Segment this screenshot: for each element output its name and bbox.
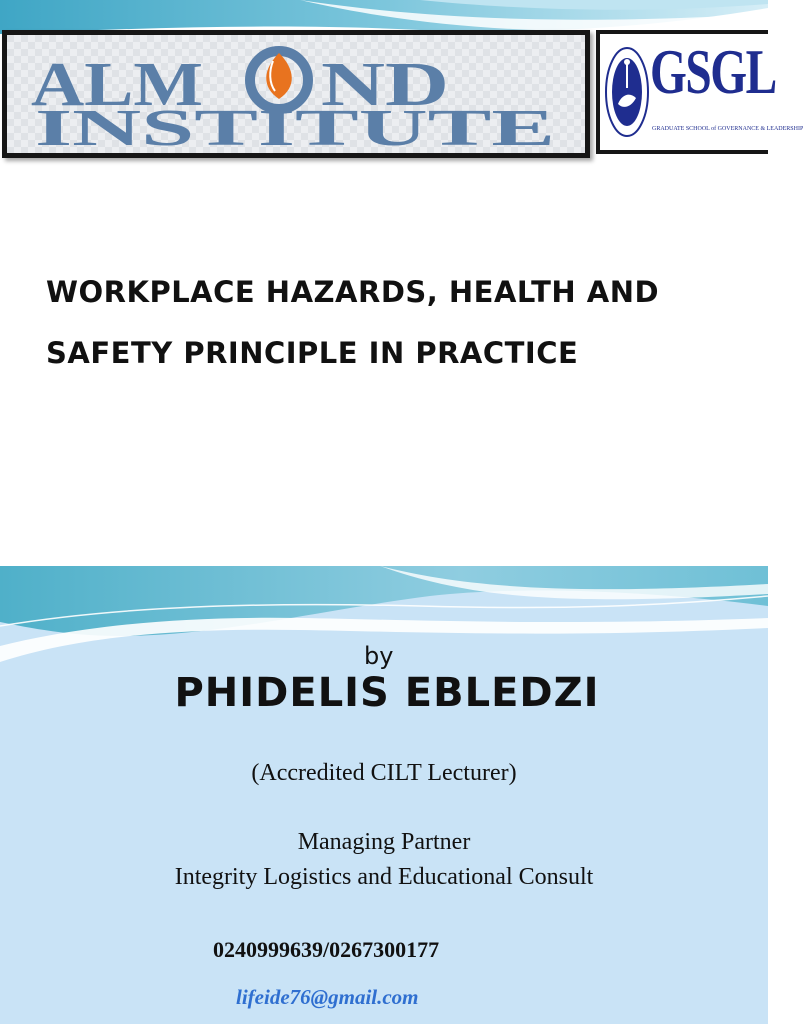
presenter-name: PHIDELIS EBLEDZI [174, 670, 600, 716]
presenter-company: Integrity Logistics and Educational Consult [174, 864, 594, 890]
almond-logo-line2: INSTITUTE [35, 100, 555, 157]
almond-logo-line1-left: ALM [31, 51, 203, 119]
almond-logo-line1-right: ND [321, 51, 449, 119]
almond-logo-art [7, 35, 585, 157]
gsgl-name: GSGL [650, 36, 776, 107]
presenter-phone: 0240999639/0267300177 [213, 937, 440, 962]
almond-institute-logo [2, 30, 590, 158]
gsgl-logo [596, 30, 803, 154]
by-label: by [364, 642, 394, 670]
presenter-email-link[interactable]: lifeide76@gmail.com [236, 985, 419, 1009]
presenter-role: Managing Partner [297, 829, 471, 855]
slide-title [46, 262, 758, 384]
gsgl-seal-icon [604, 44, 650, 140]
gsgl-subtitle: GRADUATE SCHOOL of GOVERNANCE & LEADERSHIP [652, 126, 803, 132]
slide-title-line-1: WORKPLACE HAZARDS, HEALTH AND [46, 275, 660, 309]
slide-title-line-2: SAFETY PRINCIPLE IN PRACTICE [46, 336, 579, 370]
presenter-accreditation: (Accredited CILT Lecturer) [251, 760, 517, 786]
